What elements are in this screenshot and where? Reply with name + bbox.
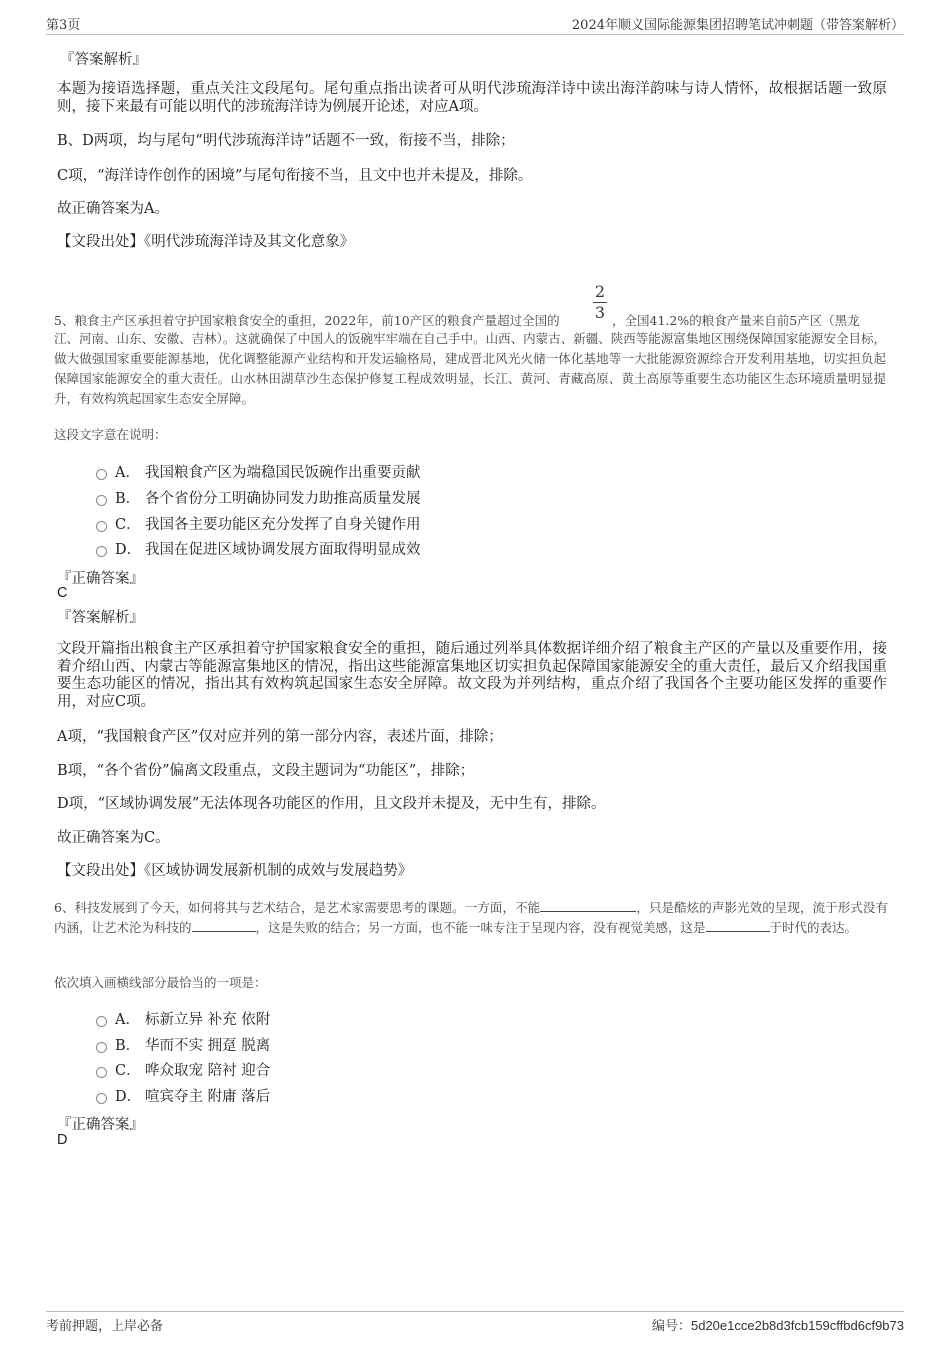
- document-title: 2024年顺义国际能源集团招聘笔试冲刺题（带答案解析）: [571, 18, 904, 33]
- option-b[interactable]: B． 各个省份分工明确协同发力助推高质量发展: [96, 487, 421, 507]
- blank-3: [706, 919, 770, 932]
- option-c[interactable]: C． 我国各主要功能区充分发挥了自身关键作用: [96, 513, 421, 533]
- option-c[interactable]: C． 哗众取宠 陪衬 迎合: [96, 1059, 270, 1079]
- question-prompt: 这段文字意在说明：: [54, 427, 167, 442]
- analysis-paragraph: A项，“我国粮食产区”仅对应并列的第一部分内容，表述片面，排除；: [57, 729, 503, 745]
- option-a[interactable]: A． 我国粮食产区为端稳国民饭碗作出重要贡献: [96, 461, 421, 481]
- fraction-denominator: 3: [594, 303, 606, 322]
- analysis-label: 『答案解析』: [60, 52, 147, 68]
- analysis-paragraph: C项，“海洋诗作创作的困境”与尾句衔接不当，且文中也并未提及，排除。: [57, 168, 533, 184]
- option-b[interactable]: B． 华而不实 拥趸 脱离: [96, 1034, 270, 1054]
- fraction-two-thirds: [592, 284, 608, 321]
- option-d[interactable]: D． 我国在促进区域协调发展方面取得明显成效: [96, 538, 421, 558]
- page-header: [46, 14, 904, 35]
- analysis-label: 『答案解析』: [57, 610, 144, 626]
- footer-slogan: 考前押题，上岸必备: [46, 1319, 164, 1334]
- answer-label: 『正确答案』: [57, 1117, 144, 1133]
- document-code: 编号：5d20e1cce2b8d3fcb159cffbd6cf9b73: [651, 1318, 904, 1334]
- blank-1: [540, 899, 636, 912]
- question-stem: ，全国41.2%的粮食产量来自前5产区（黑龙: [612, 313, 860, 328]
- answer-label: 『正确答案』: [57, 571, 144, 587]
- radio-icon[interactable]: [96, 1042, 107, 1053]
- question-prompt: 依次填入画横线部分最恰当的一项是：: [54, 975, 267, 990]
- analysis-paragraph: 本题为接语选择题，重点关注文段尾句。尾句重点指出读者可从明代涉琉海洋诗中读出海洋韵味与诗人情怀，故根据话题一致原则，接下来最有可能以明代的涉琉海洋诗为例展开论述，对应A项。: [57, 81, 887, 115]
- analysis-paragraph: D项，“区域协调发展”无法体现各功能区的作用，且文段并未提及，无中生有，排除。: [57, 796, 606, 812]
- question-stem: 5、粮食主产区承担着守护国家粮食安全的重担，2022年，前10产区的粮食产量超过全国的: [54, 313, 560, 328]
- page-number: 第3页: [46, 18, 81, 33]
- radio-icon[interactable]: [96, 1016, 107, 1027]
- radio-icon[interactable]: [96, 1093, 107, 1104]
- source-citation: 【文段出处】《区域协调发展新机制的成效与发展趋势》: [57, 863, 413, 879]
- question-stem: 江、河南、山东、安徽、吉林）。这就确保了中国人的饭碗牢牢端在自己手中。山西、内蒙古、新疆、陕西等能源富集地区围绕保障国家能源安全目标，做大做强国家重要能源基地，优化调整能源产业结构和开发运输格局，建成晋北风光火储一体化基地等一大批能源资源综合开发利用基地，切实担负起保障国家能源安全的重大责任。山水林田湖草沙生态保护修复工程成效明显，长江、黄河、青藏高原、黄土高原等重要生态功能区生态环境质量明显提升，有效构筑起国家生态安全屏障。: [54, 331, 886, 406]
- radio-icon[interactable]: [96, 546, 107, 557]
- radio-icon[interactable]: [96, 1067, 107, 1078]
- fraction-numerator: 2: [594, 282, 606, 301]
- blank-2: [192, 919, 256, 932]
- analysis-paragraph: 故正确答案为A。: [57, 201, 169, 217]
- radio-icon[interactable]: [96, 495, 107, 506]
- answer-value: C: [57, 585, 68, 601]
- analysis-paragraph: 文段开篇指出粮食主产区承担着守护国家粮食安全的重担，随后通过列举具体数据详细介绍了粮食主产区的产量以及重要作用，接着介绍山西、内蒙古等能源富集地区的情况，指出这些能源富集地区切实担负起保障国家能源安全的重大责任，最后又介绍我国重要生态功能区的情况，指出其有效构筑起国家生态安全屏障。故文段为并列结构，重点介绍了我国各个主要功能区发挥的重要作用，对应C项。: [57, 641, 887, 710]
- page-footer: [46, 1311, 904, 1336]
- radio-icon[interactable]: [96, 521, 107, 532]
- analysis-paragraph: 故正确答案为C。: [57, 830, 170, 846]
- analysis-paragraph: B、D两项，均与尾句“明代涉琉海洋诗”话题不一致，衔接不当，排除；: [57, 133, 515, 149]
- option-a[interactable]: A． 标新立异 补充 依附: [96, 1008, 270, 1028]
- source-citation: 【文段出处】《明代涉琉海洋诗及其文化意象》: [57, 234, 355, 250]
- radio-icon[interactable]: [96, 469, 107, 480]
- option-d[interactable]: D． 喧宾夺主 附庸 落后: [96, 1085, 270, 1105]
- answer-value: D: [57, 1132, 68, 1148]
- analysis-paragraph: B项，“各个省份”偏离文段重点，文段主题词为“功能区”，排除；: [57, 763, 475, 779]
- question-stem: 6、科技发展到了今天，如何将其与艺术结合，是艺术家需要思考的课题。一方面，不能 ，只是酷炫的声影光效的呈现，流于形式没有内涵，让艺术沦为科技的 ，这是失败的结合；另一方面，也不能一味专注于呈现内容，没有视觉美感，这是 于时代的表达。: [54, 900, 888, 935]
